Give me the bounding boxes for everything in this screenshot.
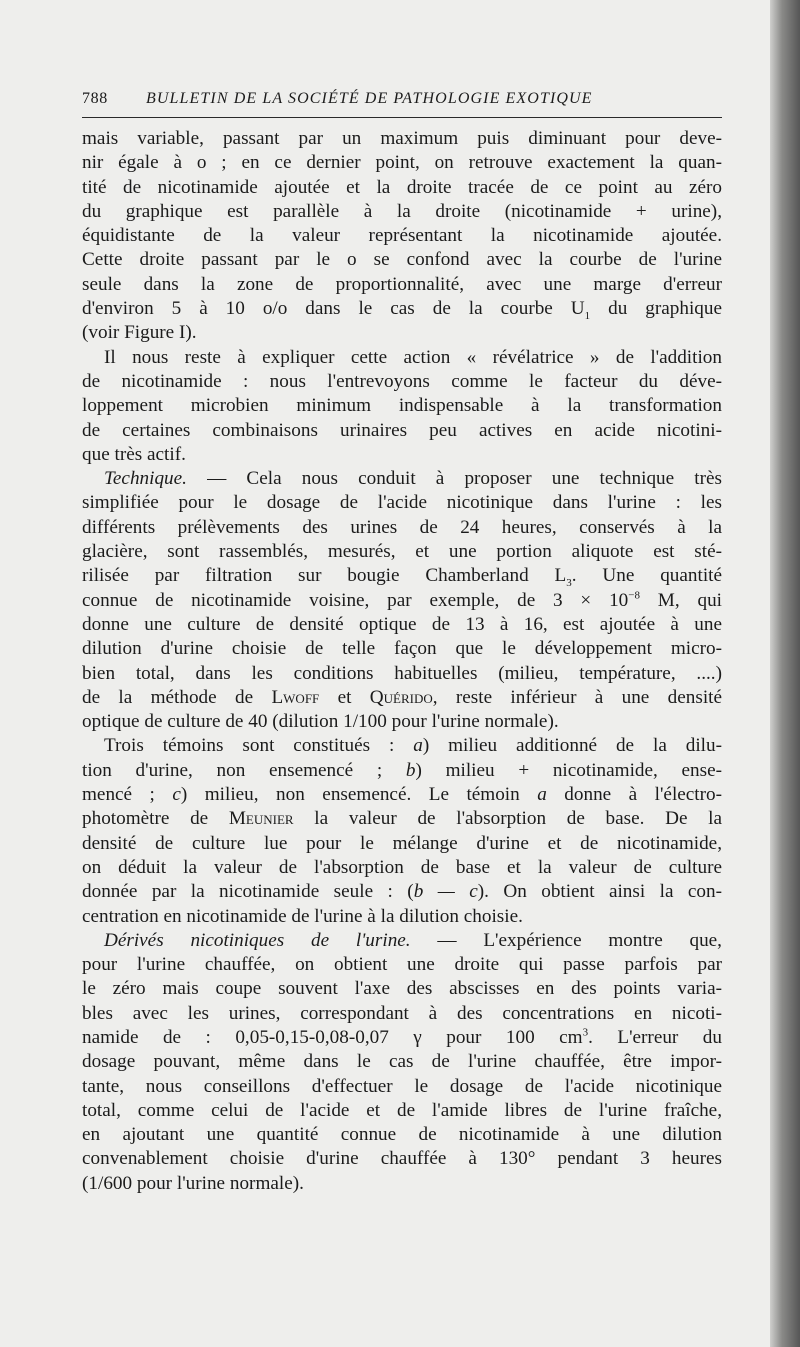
text-line: on déduit la valeur de l'absorption de base et la valeur de culture [82, 856, 722, 878]
text-line: densité de culture lue pour le mélange d'urine et de nicotinamide, [82, 832, 722, 854]
text-line: donne une culture de densité optique de 13 à 16, est ajoutée à une [82, 613, 722, 635]
section-heading-derives: Dérivés nicotiniques de l'urine. [104, 929, 411, 951]
text-line: dilution d'urine choisie de telle façon que le développement micro- [82, 638, 722, 660]
journal-title: BULLETIN DE LA SOCIÉTÉ DE PATHOLOGIE EXOTIQUE [146, 90, 593, 107]
page-number: 788 [82, 90, 108, 107]
text-line: que très actif. [82, 443, 186, 465]
text-line: seule dans la zone de proportionnalité, avec une marge d'erreur [82, 273, 722, 295]
text-line: donnée par la nicotinamide seule : (b — c). On obtient ainsi la con- [82, 881, 723, 903]
text-line: nir égale à o ; en ce dernier point, on retrouve exactement la quan- [82, 152, 722, 174]
text-line: centration en nicotinamide de l'urine à la dilution choisie. [82, 905, 523, 927]
text-line: de nicotinamide : nous l'entrevoyons comme le facteur du déve- [82, 370, 722, 392]
text-line: mais variable, passant par un maximum puis diminuant pour deve- [82, 128, 722, 149]
text-line: le zéro mais coupe souvent l'axe des abscisses en des points varia- [82, 978, 722, 1000]
text-line: photomètre de Meunier la valeur de l'absorption de base. De la [82, 808, 722, 830]
text-line: Cette droite passant par le o se confond avec la courbe de l'urine [82, 249, 722, 271]
text-line: tité de nicotinamide ajoutée et la droite tracée de ce point au zéro [82, 176, 722, 198]
header-rule [82, 117, 722, 118]
text-line: optique de culture de 40 (dilution 1/100 pour l'urine normale). [82, 711, 559, 733]
text-line: équidistante de la valeur représentant la nicotinamide ajoutée. [82, 225, 722, 247]
text-line: convenablement choisie d'urine chauffée à 130° pendant 3 heures [82, 1148, 722, 1170]
text-line: tion d'urine, non ensemencé ; b) milieu + nicotinamide, ense- [82, 759, 722, 781]
author-name: Lwoff [271, 686, 320, 708]
text-line: connue de nicotinamide voisine, par exemple, de $3 \times 10^{-8}$ M, qui [82, 589, 722, 611]
text-line: pour l'urine chauffée, on obtient une droite qui passe parfois par [82, 954, 722, 976]
text-line: différents prélèvements des urines de 24 heures, conservés à la [82, 516, 722, 538]
text-line: loppement microbien minimum indispensable à la transformation [82, 395, 722, 417]
text-line: bles avec les urines, correspondant à des concentrations en nicoti- [82, 1002, 722, 1024]
text-line: d'environ 5 à 10 o/o dans le cas de la courbe $U_1$ du graphique [82, 298, 722, 322]
text-line: du graphique est parallèle à la droite (nicotinamide + urine), [82, 200, 722, 222]
text-line: (1/600 pour l'urine normale). [82, 1172, 304, 1194]
author-name: Quérido [369, 686, 433, 708]
section-heading-technique: Technique. [104, 468, 187, 490]
author-name: Meunier [228, 808, 294, 830]
text-line: rilisée par filtration sur bougie Chamberland $L_3$. Une quantité [82, 565, 722, 590]
text-line: de la méthode de Lwoff et Quérido, reste inférieur à une densité [82, 686, 722, 708]
text-line: total, comme celui de l'acide et de l'amide libres de l'urine fraîche, [82, 1099, 722, 1121]
text-line: de certaines combinaisons urinaires peu actives en acide nicotini- [82, 419, 722, 441]
text-line: glacière, sont rassemblés, mesurés, et une portion aliquote est sté- [82, 541, 722, 563]
text-line: namide de : 0,05-0,15-0,08-0,07 γ pour 100 $cm^3$. L'erreur du [82, 1026, 722, 1048]
text-line: Dérivés nicotiniques de l'urine. — L'expérience montre que, [104, 929, 722, 951]
text-line: Trois témoins sont constitués : a) milieu additionné de la dilu- [104, 735, 722, 757]
text-line: tante, nous conseillons d'effectuer le dosage de l'acide nicotinique [82, 1075, 722, 1097]
body-text [82, 127, 722, 1196]
text-line: simplifiée pour le dosage de l'acide nicotinique dans l'urine : les [82, 492, 722, 514]
text-line: bien total, dans les conditions habituelles (milieu, température, ....) [82, 662, 722, 684]
text-line: en ajoutant une quantité connue de nicotinamide à une dilution [82, 1124, 722, 1146]
text-line: Technique. — Cela nous conduit à proposer une technique très [104, 468, 722, 490]
book-spine-shadow [770, 0, 800, 1347]
text-line: mencé ; c) milieu, non ensemencé. Le témoin a donne à l'électro- [82, 784, 723, 806]
text-line: Il nous reste à expliquer cette action « révélatrice » de l'addition [104, 346, 722, 368]
text-line: dosage pouvant, même dans le cas de l'urine chauffée, être impor- [82, 1051, 722, 1073]
text-line: (voir Figure I). [82, 322, 197, 344]
